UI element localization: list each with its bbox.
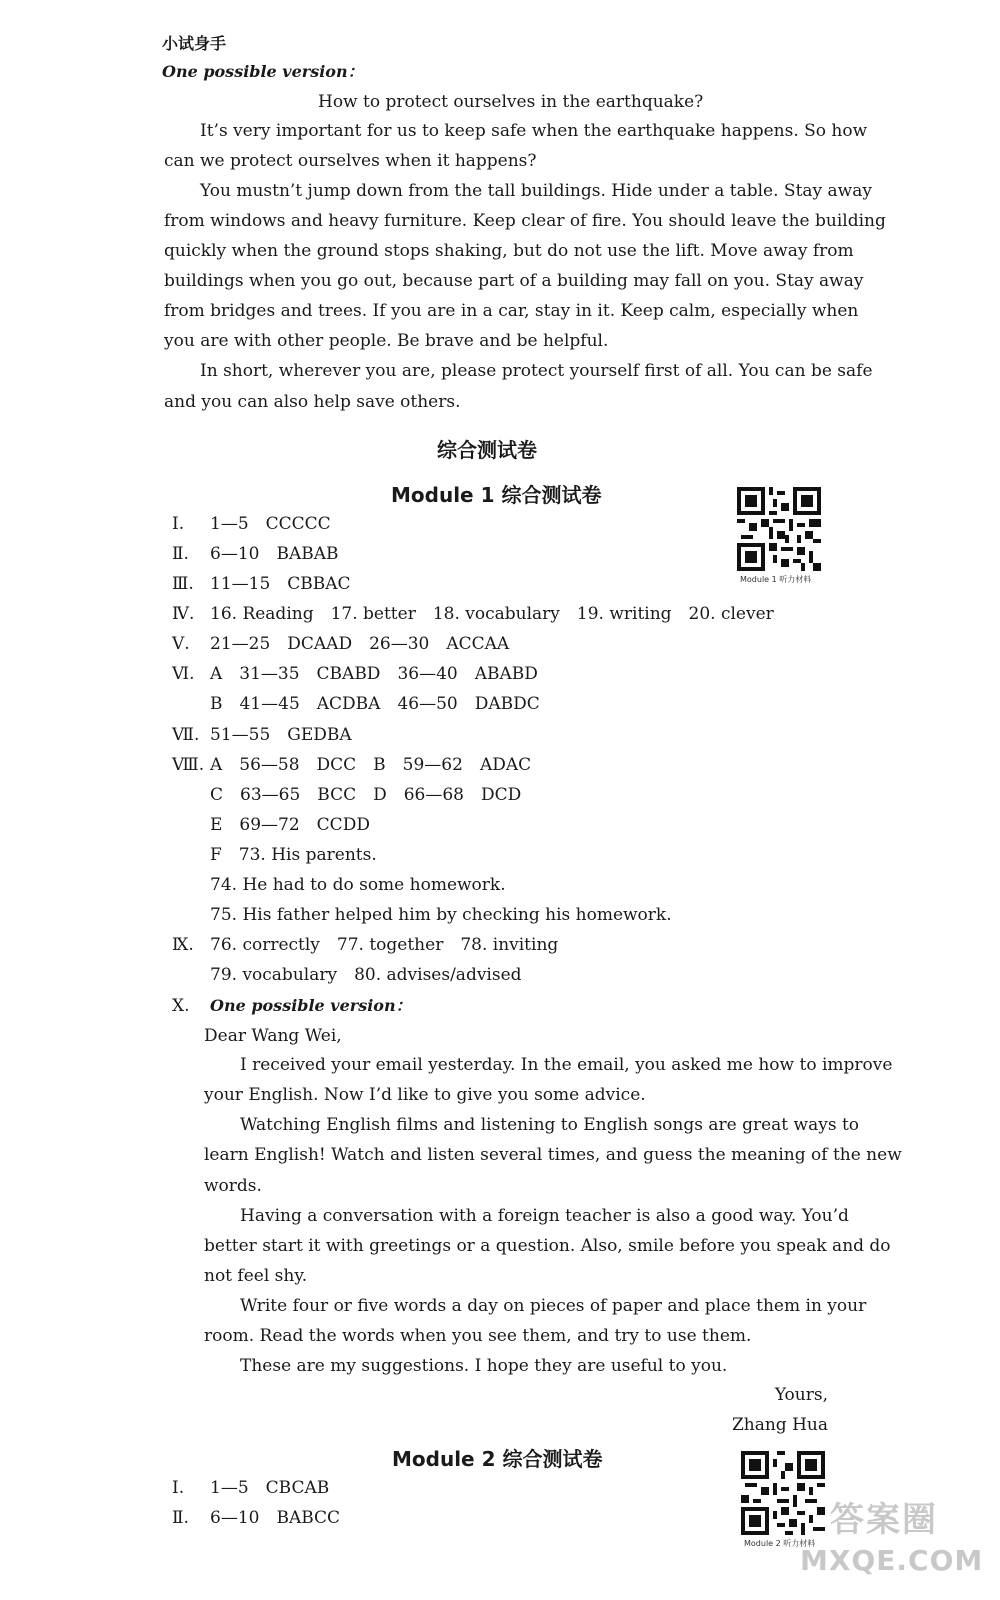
answer-number: Ⅹ. — [172, 996, 190, 1016]
answer-text: A 31—35 CBABD 36—40 ABABD — [210, 664, 538, 684]
answer-row — [172, 905, 672, 925]
letter-closing: Yours, — [774, 1385, 828, 1405]
answer-text: 76. correctly 77. together 78. inviting — [210, 935, 559, 955]
answer-text: 6—10 BABAB — [210, 544, 339, 564]
answer-text: A 56—58 DCC B 59—62 ADAC — [210, 755, 532, 775]
section-label: 小试身手 — [162, 34, 227, 53]
answer-number: Ⅱ. — [172, 1508, 189, 1528]
letter-line: Write four or five words a day on pieces of paper and place them in your — [240, 1296, 867, 1316]
answer-text: 79. vocabulary 80. advises/advised — [210, 965, 522, 985]
answer-row — [172, 634, 509, 654]
answer-number: Ⅳ. — [172, 604, 195, 624]
version-label: One possible version： — [210, 996, 412, 1015]
answer-row — [172, 1508, 340, 1528]
answer-row — [172, 935, 558, 955]
answer-text: 11—15 CBBAC — [210, 574, 351, 594]
essay-title: How to protect ourselves in the earthquake? — [318, 92, 704, 112]
module1-qr-caption: Module 1 听力材料 — [740, 575, 812, 584]
answer-number: Ⅲ. — [172, 574, 194, 594]
module1-qr-code-icon — [737, 487, 821, 571]
answer-text: 51—55 GEDBA — [210, 725, 352, 745]
answer-text: 74. He had to do some homework. — [210, 875, 506, 895]
answer-row — [172, 694, 540, 714]
answer-row — [172, 604, 774, 624]
answer-number: Ⅵ. — [172, 664, 195, 684]
essay-line: quickly when the ground stops shaking, but do not use the lift. Move away from — [164, 241, 854, 261]
version-label: One possible version： — [162, 62, 364, 81]
essay-line: can we protect ourselves when it happens? — [164, 151, 537, 171]
essay-line: You mustn’t jump down from the tall buildings. Hide under a table. Stay away — [200, 181, 872, 201]
answer-row — [172, 785, 521, 805]
answer-text: C 63—65 BCC D 66—68 DCD — [210, 785, 522, 805]
letter-line: Watching English films and listening to English songs are great ways to — [240, 1115, 860, 1135]
answer-text: B 41—45 ACDBA 46—50 DABDC — [210, 694, 540, 714]
essay-line: buildings when you go out, because part of a building may fall on you. Stay away — [164, 271, 864, 291]
essay-line: It’s very important for us to keep safe when the earthquake happens. So how — [200, 121, 868, 141]
letter-line: Having a conversation with a foreign teacher is also a good way. You’d — [240, 1206, 849, 1226]
letter-signature: Zhang Hua — [731, 1415, 828, 1435]
letter-line: not feel shy. — [204, 1266, 308, 1286]
essay-line: In short, wherever you are, please protect yourself first of all. You can be safe — [200, 361, 873, 381]
answer-number: Ⅴ. — [172, 634, 190, 654]
essay-header — [172, 996, 412, 1016]
comprehensive-title: 综合测试卷 — [437, 438, 537, 462]
letter-line: These are my suggestions. I hope they are useful to you. — [240, 1356, 728, 1376]
answer-number: Ⅰ. — [172, 514, 185, 534]
answer-row — [172, 845, 377, 865]
answer-row — [172, 965, 522, 985]
essay-line: and you can also help save others. — [164, 392, 461, 412]
watermark-logo: 答案圈 — [830, 1500, 938, 1540]
answer-row — [172, 664, 538, 684]
answer-text: F 73. His parents. — [210, 845, 377, 865]
answer-number: Ⅷ. — [172, 755, 205, 775]
module2-qr-code-icon — [741, 1451, 825, 1535]
answer-text: 16. Reading 17. better 18. vocabulary 19. writing 20. clever — [210, 604, 774, 624]
letter-greeting: Dear Wang Wei, — [204, 1026, 342, 1046]
answer-text: 75. His father helped him by checking his homework. — [210, 905, 672, 925]
answer-row — [172, 755, 531, 775]
answer-text: E 69—72 CCDD — [210, 815, 370, 835]
letter-line: I received your email yesterday. In the email, you asked me how to improve — [240, 1055, 893, 1075]
answer-row — [172, 1478, 329, 1498]
answer-text: 1—5 CBCAB — [210, 1478, 330, 1498]
module1-title: Module 1 综合测试卷 — [391, 483, 602, 507]
answer-row — [172, 574, 351, 594]
answer-row — [172, 725, 352, 745]
module2-title: Module 2 综合测试卷 — [392, 1447, 603, 1471]
answer-text: 1—5 CCCCC — [210, 514, 331, 534]
answer-row — [172, 875, 506, 895]
answer-text: 21—25 DCAAD 26—30 ACCAA — [210, 634, 510, 654]
answer-row — [172, 514, 331, 534]
answer-number: Ⅸ. — [172, 935, 194, 955]
essay-line: from bridges and trees. If you are in a car, stay in it. Keep calm, especially when — [164, 301, 859, 321]
answer-number: Ⅰ. — [172, 1478, 185, 1498]
letter-line: learn English! Watch and listen several times, and guess the meaning of the new — [204, 1145, 902, 1165]
answer-row — [172, 815, 370, 835]
module2-qr-caption: Module 2 听力材料 — [744, 1539, 816, 1548]
watermark-url: MXQE.COM — [800, 1544, 984, 1577]
letter-line: room. Read the words when you see them, and try to use them. — [204, 1326, 752, 1346]
letter-line: better start it with greetings or a question. Also, smile before you speak and do — [204, 1236, 891, 1256]
answer-number: Ⅶ. — [172, 725, 200, 745]
answer-row — [172, 544, 338, 564]
answer-number: Ⅱ. — [172, 544, 189, 564]
letter-line: words. — [204, 1176, 262, 1196]
answer-text: 6—10 BABCC — [210, 1508, 341, 1528]
letter-line: your English. Now I’d like to give you some advice. — [204, 1085, 646, 1105]
essay-line: from windows and heavy furniture. Keep clear of fire. You should leave the building — [164, 211, 886, 231]
essay-line: you are with other people. Be brave and be helpful. — [164, 331, 609, 351]
